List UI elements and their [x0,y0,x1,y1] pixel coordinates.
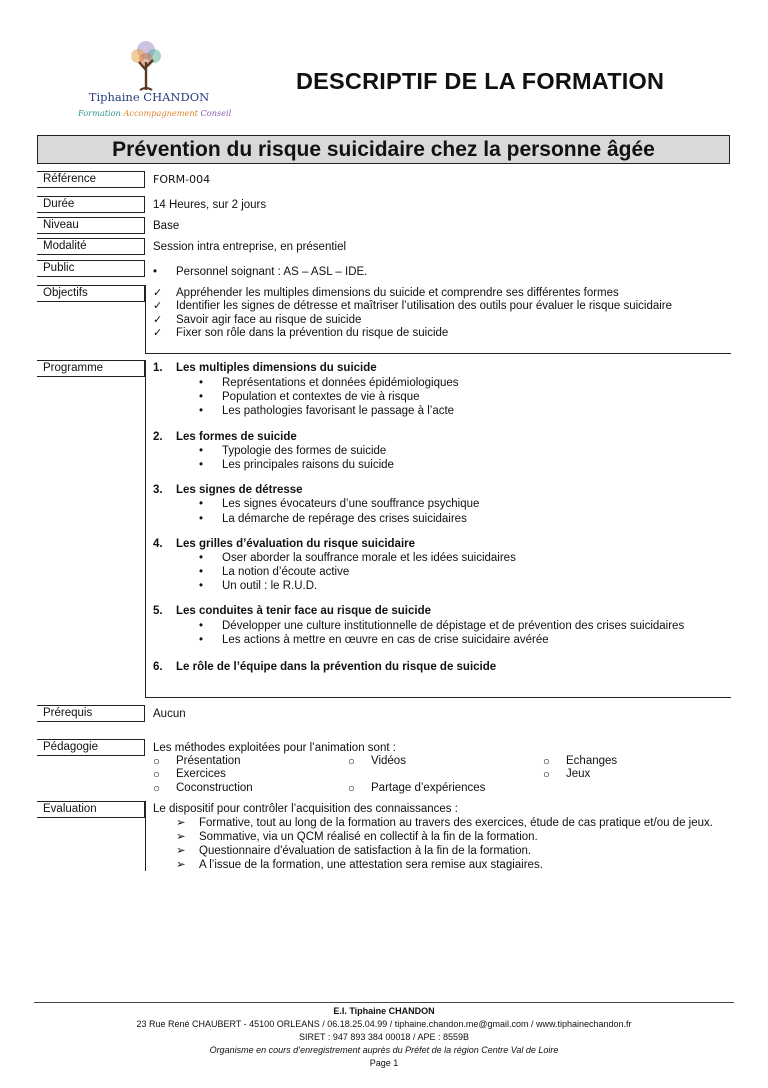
label-public: Public [37,260,145,277]
arrow-bullet-icon: ➢ [176,831,186,843]
pedagogie-method: Vidéos [371,755,406,767]
bullet-icon: • [199,498,204,510]
circle-bullet-icon: ○ [543,769,550,781]
label-objectifs: Objectifs [37,285,145,302]
circle-bullet-icon: ○ [153,756,160,768]
bullet-icon: • [199,552,204,564]
label-modalite: Modalité [37,238,145,255]
circle-bullet-icon: ○ [543,756,550,768]
bullet-icon: • [153,266,158,278]
bullet-icon: • [199,459,204,471]
value-niveau: Base [153,220,180,232]
evaluation-item: A l’issue de la formation, une attestation sera remise aux stagiaires. [199,859,543,871]
tree-logo-icon [128,40,164,92]
pedagogie-intro: Les méthodes exploitées pour l’animation sont : [153,742,396,754]
check-icon: ✓ [153,287,163,299]
programme-title: Le rôle de l’équipe dans la prévention du risque de suicide [176,661,497,673]
programme-title: Les formes de suicide [176,431,297,443]
value-reference: FORM-004 [153,173,211,186]
programme-item: Les principales raisons du suicide [222,459,394,471]
evaluation-item: Formative, tout au long de la formation au travers des exercices, étude de cas pratique et/ou de jeux. [199,817,713,829]
bullet-icon: • [199,580,204,592]
programme-item: Les signes évocateurs d’une souffrance psychique [222,498,480,510]
pedagogie-method: Echanges [566,755,618,767]
logo-tag-accompagnement: Accompagnement [123,108,198,118]
programme-item: Oser aborder la souffrance morale et les idées suicidaires [222,552,516,564]
objectifs-divider [145,285,146,353]
circle-bullet-icon: ○ [348,783,355,795]
footer-siret: SIRET : 947 893 384 00018 / APE : 8559B [299,1032,469,1042]
logo-tagline [78,108,231,118]
logo-tag-conseil: Conseil [200,108,232,118]
programme-title: Les conduites à tenir face au risque de suicide [176,605,431,617]
evaluation-intro: Le dispositif pour contrôler l’acquisition des connaissances : [153,803,458,815]
programme-num: 3. [153,484,163,496]
circle-bullet-icon: ○ [348,756,355,768]
arrow-bullet-icon: ➢ [176,859,186,871]
objectif-item: Fixer son rôle dans la prévention du risque de suicide [176,327,449,339]
programme-title: Les multiples dimensions du suicide [176,362,377,374]
label-programme: Programme [37,360,145,377]
footer-note: Organisme en cours d’enregistrement auprès du Préfet de la région Centre Val de Loire [209,1045,559,1055]
check-icon: ✓ [153,300,163,312]
logo-tag-formation: Formation [78,108,121,118]
programme-item: Développer une culture institutionnelle de dépistage et de prévention des crises suicidaires [222,620,685,632]
logo-name: Tiphaine CHANDON [88,90,210,104]
programme-num: 5. [153,605,163,617]
value-public: Personnel soignant : AS – ASL – IDE. [176,266,368,278]
pedagogie-method: Coconstruction [176,782,253,794]
programme-item: Population et contextes de vie à risque [222,391,420,403]
bullet-icon: • [199,620,204,632]
course-title: Prévention du risque suicidaire chez la personne âgée [37,135,730,164]
company-logo [78,40,232,124]
pedagogie-method: Partage d’expériences [371,782,486,794]
label-niveau: Niveau [37,217,145,234]
bullet-icon: • [199,377,204,389]
circle-bullet-icon: ○ [153,783,160,795]
label-reference: Référence [37,171,145,188]
programme-item: La démarche de repérage des crises suicidaires [222,513,467,525]
programme-num: 2. [153,431,163,443]
footer-rule [34,1002,734,1003]
programme-item: Représentations et données épidémiologiques [222,377,459,389]
objectif-item: Appréhender les multiples dimensions du suicide et comprendre ses différentes formes [176,287,619,299]
programme-divider [145,360,146,697]
programme-num: 4. [153,538,163,550]
evaluation-item: Questionnaire d'évaluation de satisfaction à la fin de la formation. [199,845,532,857]
value-modalite: Session intra entreprise, en présentiel [153,241,347,253]
bullet-icon: • [199,391,204,403]
bullet-icon: • [199,445,204,457]
arrow-bullet-icon: ➢ [176,845,186,857]
label-evaluation: Evaluation [37,801,145,818]
bullet-icon: • [199,405,204,417]
programme-item: Les pathologies favorisant le passage à l’acte [222,405,455,417]
footer-page: Page 1 [369,1058,399,1068]
label-pedagogie: Pédagogie [37,739,145,756]
bullet-icon: • [199,634,204,646]
value-duree: 14 Heures, sur 2 jours [153,199,267,211]
pedagogie-method: Exercices [176,768,226,780]
evaluation-item: Sommative, via un QCM réalisé en collectif à la fin de la formation. [199,831,538,843]
programme-item: Typologie des formes de suicide [222,445,387,457]
programme-num: 6. [153,661,163,673]
footer-address: 23 Rue René CHAUBERT - 45100 ORLEANS / 06.18.25.04.99 / tiphaine.chandon.me@gmail.com / www.tiphainechandon.fr [136,1019,632,1029]
circle-bullet-icon: ○ [153,769,160,781]
programme-title: Les grilles d’évaluation du risque suicidaire [176,538,416,550]
check-icon: ✓ [153,314,163,326]
arrow-bullet-icon: ➢ [176,817,186,829]
pedagogie-method: Jeux [566,768,591,780]
programme-bottom-rule [145,697,731,698]
objectif-item: Identifier les signes de détresse et maîtriser l’utilisation des outils pour évaluer le risque suicidaire [176,300,673,312]
value-prerequis: Aucun [153,708,186,720]
check-icon: ✓ [153,327,163,339]
bullet-icon: • [199,513,204,525]
programme-item: Un outil : le R.U.D. [222,580,318,592]
label-duree: Durée [37,196,145,213]
objectif-item: Savoir agir face au risque de suicide [176,314,362,326]
programme-title: Les signes de détresse [176,484,303,496]
label-prerequis: Prérequis [37,705,145,722]
footer-company: E.I. Tiphaine CHANDON [333,1006,435,1016]
pedagogie-method: Présentation [176,755,241,767]
programme-item: La notion d’écoute active [222,566,350,578]
programme-num: 1. [153,362,163,374]
programme-item: Les actions à mettre en œuvre en cas de crise suicidaire avérée [222,634,549,646]
bullet-icon: • [199,566,204,578]
document-title: DESCRIPTIF DE LA FORMATION [296,68,665,94]
objectifs-bottom-rule [145,353,731,354]
evaluation-divider [145,801,146,871]
